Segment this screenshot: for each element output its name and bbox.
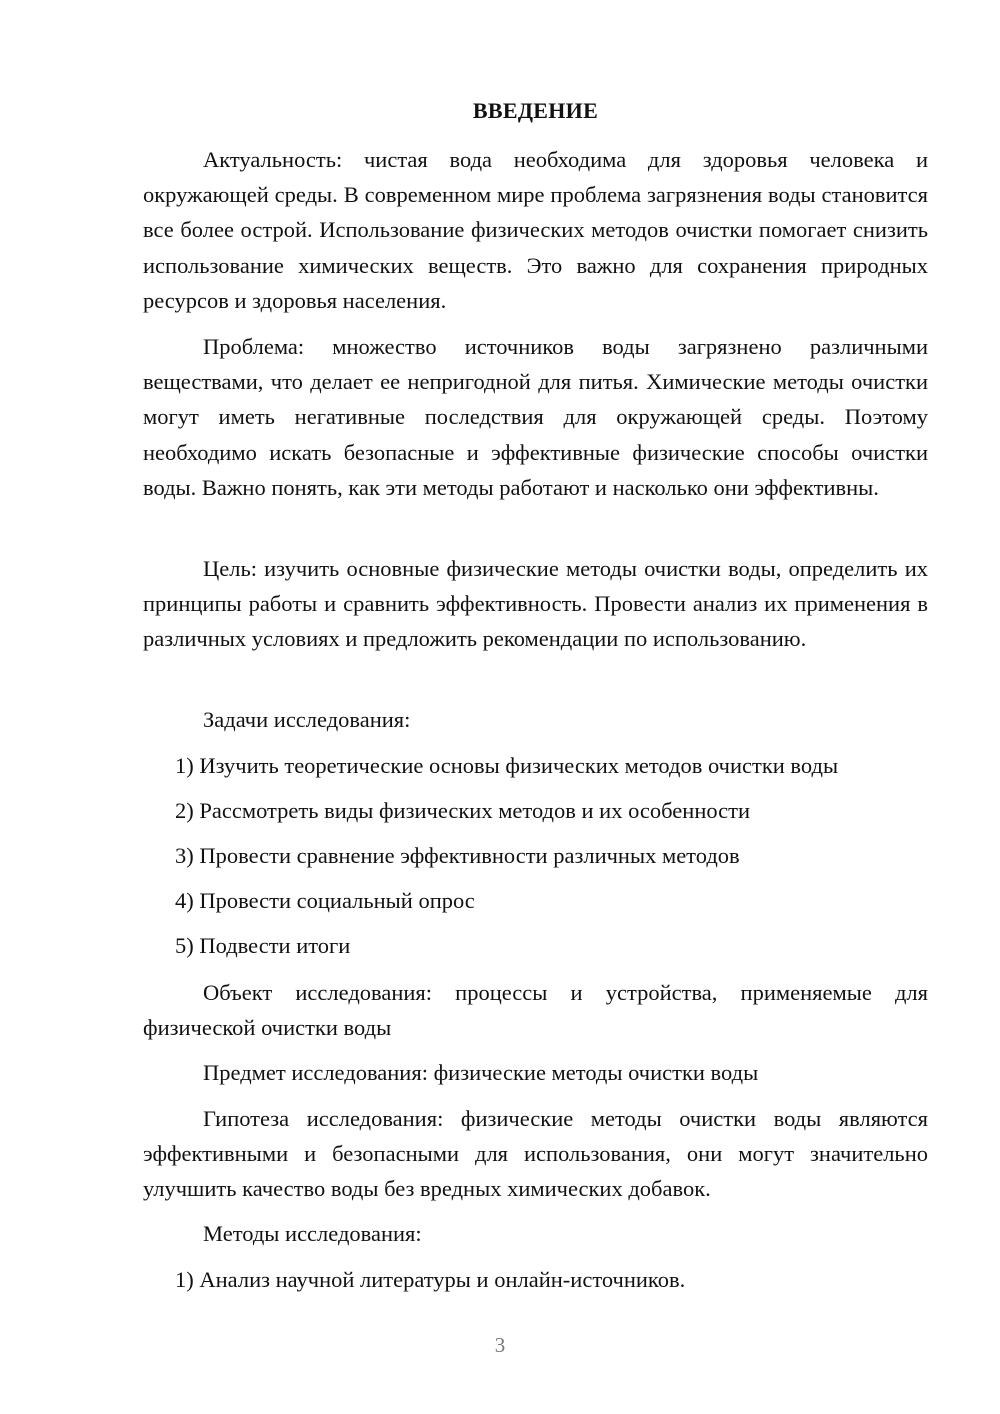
task-item-3: 3) Провести сравнение эффективности различных методов [175, 843, 740, 868]
page-number: 3 [494, 1333, 506, 1357]
subject-paragraph: Предмет исследования: физические методы очистки воды [203, 1060, 759, 1085]
task-item-4: 4) Провести социальный опрос [175, 888, 475, 913]
task-item-2: 2) Рассмотреть виды физических методов и их особенности [175, 798, 751, 823]
hypothesis-paragraph: Гипотеза исследования: физические методы очистки воды являются эффективными и безопасными для использования, они могут значительно улучшить качество воды без вредных химических добавок. [143, 1106, 928, 1202]
task-item-5: 5) Подвести итоги [175, 933, 351, 958]
object-paragraph: Объект исследования: процессы и устройства, применяемые для физической очистки воды [143, 980, 928, 1041]
section-title: ВВЕДЕНИЕ [472, 98, 599, 123]
problem-paragraph: Проблема: множество источников воды загрязнено различными веществами, что делает ее непригодной для питья. Химические методы очистки могут иметь негативные последствия для окружающей среды. Поэтому необходимо искать безопасные и эффективные физические способы очистки воды. Важно понять, как эти методы работают и насколько они эффективны. [143, 334, 928, 500]
goal-paragraph: Цель: изучить основные физические методы очистки воды, определить их принципы работы и сравнить эффективность. Провести анализ их применения в различных условиях и предложить рекомендации по использованию. [143, 556, 928, 652]
relevance-paragraph: Актуальность: чистая вода необходима для здоровья человека и окружающей среды. В современном мире проблема загрязнения воды становится все более острой. Использование физических методов очистки помогает снизить использование химических веществ. Это важно для сохранения природных ресурсов и здоровья населения. [143, 147, 928, 313]
method-item-1: 1) Анализ научной литературы и онлайн-источников. [175, 1267, 686, 1292]
methods-heading: Методы исследования: [203, 1221, 422, 1246]
task-item-1: 1) Изучить теоретические основы физических методов очистки воды [175, 753, 839, 778]
tasks-heading: Задачи исследования: [203, 707, 411, 732]
